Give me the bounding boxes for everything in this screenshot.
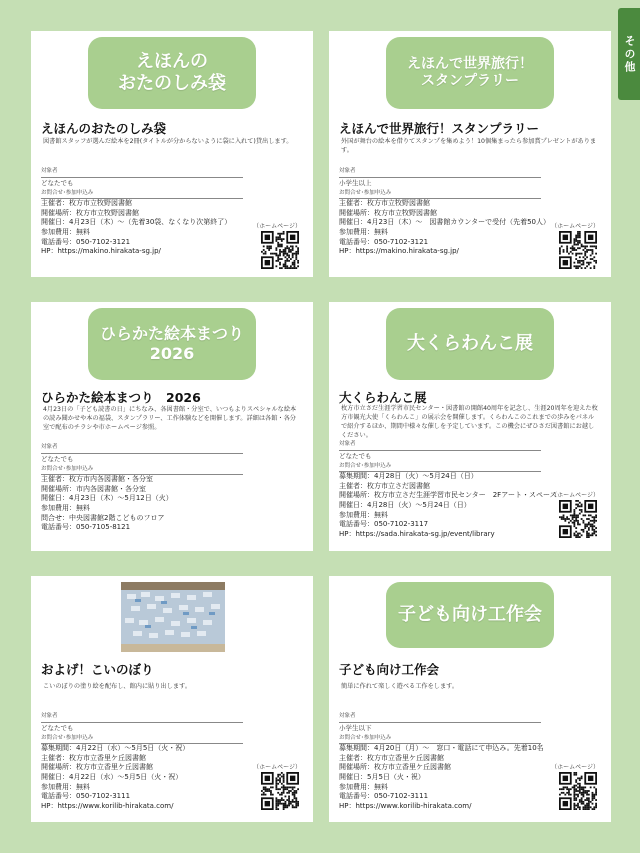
info-line: 開催場所：枚方市立香里ケ丘図書館 bbox=[41, 763, 153, 772]
info-line: 開催場所：枚方市立牧野図書館 bbox=[41, 208, 139, 217]
info-line: 電話番号：050-7105-8121 bbox=[41, 523, 131, 532]
card-description: 図書館スタッフが選んだ絵本を2冊(タイトルが分からないように袋に入れて)貸出します。 bbox=[43, 138, 293, 145]
contact-label: お問合せ･参加申込み bbox=[339, 735, 541, 745]
info-line: 開催場所：枚方市立香里ケ丘図書館 bbox=[339, 763, 451, 772]
side-tab-other: その他 bbox=[618, 8, 640, 100]
homepage-label: （ホームページ） bbox=[253, 223, 301, 230]
card-heading-pill: 大くらわんこ展 bbox=[386, 308, 554, 380]
info-line: 主催者：枚方市立さだ図書館 bbox=[339, 481, 430, 490]
info-line: 電話番号：050-7102-3111 bbox=[339, 792, 429, 801]
homepage-label: （ホームページ） bbox=[551, 223, 599, 230]
info-line: 参加費用：無料 bbox=[41, 782, 90, 791]
qr-code-icon[interactable] bbox=[261, 231, 299, 269]
card-heading-pill: えほんで世界旅行！ スタンプラリー bbox=[386, 37, 554, 109]
info-line: 開催日：5月5日（火・祝） bbox=[339, 773, 425, 782]
target-label: 対象者 bbox=[41, 444, 243, 454]
qr-code-icon[interactable] bbox=[559, 231, 597, 269]
info-line: 電話番号：050-7102-3117 bbox=[339, 520, 429, 529]
info-line: 参加費用：無料 bbox=[339, 510, 388, 519]
info-line: 電話番号：050-7102-3121 bbox=[339, 237, 429, 246]
qr-code-icon[interactable] bbox=[261, 772, 299, 810]
card-description: 4月23日の「子ども読書の日」にちなみ、各図書館・分室で、いつもよりスペシャルな絵本の読み聞かせや本の福袋、スタンプラリー、工作体験などを開催します。詳細は各館・各分室で配布のチラシや市ホームページ参照。 bbox=[43, 406, 297, 431]
event-card-ehon-bag bbox=[31, 31, 313, 277]
card-title: 大くらわんこ展 bbox=[339, 390, 427, 405]
contact-label: お問合せ･参加申込み bbox=[339, 190, 541, 200]
info-line: 電話番号：050-7102-3111 bbox=[41, 792, 131, 801]
target-value: どなたでも bbox=[41, 454, 74, 463]
target-label: 対象者 bbox=[339, 713, 541, 723]
info-line[interactable]: HP：https://makino.hirakata-sg.jp/ bbox=[339, 247, 459, 256]
event-card-stamp-rally bbox=[329, 31, 611, 277]
info-line: 開催場所：枚方市立牧野図書館 bbox=[339, 208, 437, 217]
qr-code-icon[interactable] bbox=[559, 772, 597, 810]
target-value: どなたでも bbox=[41, 723, 74, 732]
target-value: 小学生以上 bbox=[339, 178, 372, 187]
info-line: 開催日：4月23日（木）～ 図書館カウンターで受付（先着50人） bbox=[339, 218, 550, 227]
info-line: 主催者：枚方市立牧野図書館 bbox=[339, 199, 430, 208]
event-card-ehon-festival bbox=[31, 302, 313, 551]
card-description: 簡単に作れて楽しく遊べる工作をします。 bbox=[341, 683, 459, 690]
card-description: 枚方市立さだ生涯学習市民センター・図書館の開館40周年を記念し、生涯20周年を迎えた枚方市観光大使「くらわんこ」の展示会を開催します。くらわんこのこれまでの歩みをパネルで紹介するほか、期間中様々な催しを予定しています。この機会にぜひさだ図書館にお越しください。 bbox=[341, 405, 598, 439]
card-heading-pill: ひらかた絵本まつり 2026 bbox=[88, 308, 256, 380]
target-value: どなたでも bbox=[41, 178, 74, 187]
info-line: 募集期間：4月28日（火）～5月24日（日） bbox=[339, 472, 478, 481]
info-line: 募集期間：4月20日（月）～ 窓口・電話にて申込み。先着10名 bbox=[339, 744, 544, 753]
homepage-label: （ホームページ） bbox=[551, 492, 599, 499]
info-line: 開催日：4月22日（水）～5月5日（火・祝） bbox=[41, 773, 183, 782]
info-line: 開催日：4月23日（木）～（先着30袋、なくなり次第終了） bbox=[41, 218, 232, 227]
target-label: 対象者 bbox=[339, 441, 541, 451]
info-line: 参加費用：無料 bbox=[41, 228, 90, 237]
info-line: 主催者：枚方市立牧野図書館 bbox=[41, 199, 132, 208]
event-card-kurawanko bbox=[329, 302, 611, 551]
card-title: ひらかた絵本まつり 2026 bbox=[41, 390, 201, 405]
target-label: 対象者 bbox=[339, 168, 541, 178]
info-line: 参加費用：無料 bbox=[339, 782, 388, 791]
info-line: 参加費用：無料 bbox=[339, 228, 388, 237]
info-line: 主催者：枚方市内各図書館・各分室 bbox=[41, 475, 153, 484]
info-line[interactable]: HP：https://www.korilib-hirakata.com/ bbox=[41, 802, 174, 811]
target-value: どなたでも bbox=[339, 451, 372, 460]
contact-label: お問合せ･参加申込み bbox=[41, 190, 243, 200]
card-title: 子ども向け工作会 bbox=[339, 662, 440, 677]
card-title: えほんで世界旅行！スタンプラリー bbox=[339, 121, 540, 136]
info-line: 参加費用：無料 bbox=[41, 504, 90, 513]
info-line: 主催者：枚方市立香里ケ丘図書館 bbox=[41, 753, 146, 762]
koinobori-photo bbox=[121, 582, 225, 652]
info-line: 開催場所：枚方市立さだ生涯学習市民センター 2Fアート・スペース bbox=[339, 491, 557, 500]
info-line[interactable]: HP：https://www.korilib-hirakata.com/ bbox=[339, 802, 472, 811]
event-card-koinobori bbox=[31, 576, 313, 822]
info-line: 募集期間：4月22日（水）～5月5日（火・祝） bbox=[41, 744, 190, 753]
card-description: 外国が舞台の絵本を借りてスタンプを集めよう！10個集まったら参加賞プレゼントがあります。 bbox=[341, 138, 597, 154]
info-line: 主催者：枚方市立香里ケ丘図書館 bbox=[339, 753, 444, 762]
target-label: 対象者 bbox=[41, 713, 243, 723]
target-label: 対象者 bbox=[41, 168, 243, 178]
card-title: およげ！こいのぼり bbox=[41, 662, 154, 677]
homepage-label: （ホームページ） bbox=[253, 764, 301, 771]
contact-label: お問合せ･参加申込み bbox=[41, 466, 243, 476]
card-title: えほんのおたのしみ袋 bbox=[41, 121, 167, 136]
qr-code-icon[interactable] bbox=[559, 500, 597, 538]
info-line: 開催日：4月28日（火）～5月24日（日） bbox=[339, 501, 471, 510]
info-line: 開催場所：市内各図書館・各分室 bbox=[41, 484, 146, 493]
info-line: 問合せ：中央図書館2階こどものフロア bbox=[41, 513, 165, 522]
info-line[interactable]: HP：https://makino.hirakata-sg.jp/ bbox=[41, 247, 161, 256]
contact-label: お問合せ･参加申込み bbox=[41, 735, 243, 745]
card-info bbox=[41, 444, 303, 533]
contact-label: お問合せ･参加申込み bbox=[339, 463, 541, 473]
card-description: こいのぼりの塗り絵を配布し、館内に貼り出します。 bbox=[43, 683, 192, 690]
target-value: 小学生以下 bbox=[339, 723, 372, 732]
info-line[interactable]: HP：https://sada.hirakata-sg.jp/event/library bbox=[339, 530, 495, 539]
card-heading-pill: 子ども向け工作会 bbox=[386, 582, 554, 648]
event-card-craft bbox=[329, 576, 611, 822]
info-line: 開催日：4月23日（木）～5月12日（火） bbox=[41, 494, 173, 503]
homepage-label: （ホームページ） bbox=[551, 764, 599, 771]
card-heading-pill: えほんの おたのしみ袋 bbox=[88, 37, 256, 109]
info-line: 電話番号：050-7102-3121 bbox=[41, 237, 131, 246]
